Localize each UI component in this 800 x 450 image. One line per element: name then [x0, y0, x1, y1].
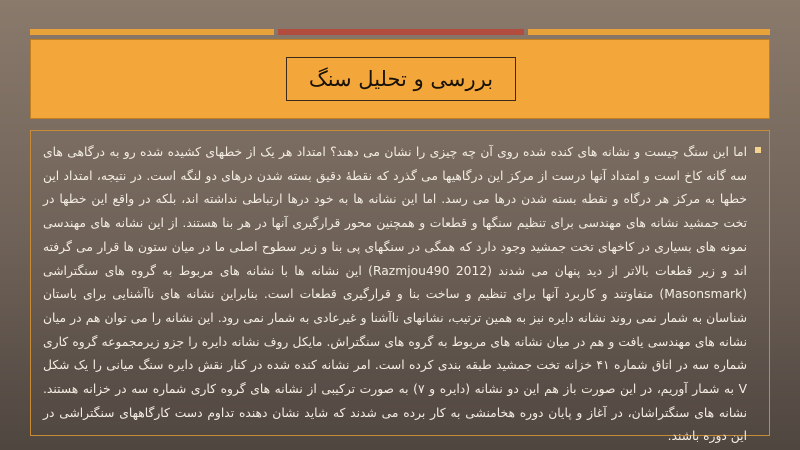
- accent-segment-left: [30, 29, 274, 35]
- bullet-marker: [755, 147, 761, 153]
- content-box: [30, 130, 770, 444]
- title-banner: [30, 39, 770, 119]
- accent-segment-middle: [278, 29, 524, 35]
- slide-title: بررسی و تحلیل سنگ: [308, 67, 494, 91]
- accent-segment-right: [528, 29, 770, 35]
- body-paragraph: اما این سنگ چیست و نشانه های کنده شده روی آن چه چیزی را نشان می دهند؟ امتداد هر یک از خطهای کشیده شده رو به درگاهی های سه گانه کاخ است و امتداد آنها درست از مرکز این درگاهیها می گذرد که نقطهٔ دقیق بسته شدن درهای دو لنگه است. در نتیجه، امتداد این خطها به مرکز هر درگاه و نقطه بسته شدن درها می رسد. اما این نشانه ها به خود درها ارتباطی نداشته اند، بلکه در واقع این خطها در تخت جمشید نشانه های مهندسی برای تنظیم سنگها و قطعات و همچنین محور قرارگیری آنها در هر بنا هستند. از این نشانه های مهندسی نمونه های بسیاری در کاخهای تخت جمشید وجود دارد که همگی در سنگهای پی بنا و زیر سطوح اصلی ما در میان ستون ها قرار می گرفته اند و زیر قطعات بالاتر از دید پنهان می شدند (Razmjou490 2012) این نشانه ها با نشانه های مربوط به گروه های سنگتراشی (Masonsmark) متفاوتند و کاربرد آنها برای تنظیم و ساخت بنا و قرارگیری قطعات است. بنابراین نشانه های ناآشنایی برای باستان شناسان به شمار نمی روند نشانه دایره نیز به همین ترتیب، نشانهای ناآشنا و غیرعادی به شمار نمی رود. این نشانه را می توان هم در میان نشانه های مهندسی یافت و هم در میان نشانه های مربوط به گروه های سنگتراش. مایکل روف نشانه دایره را جزو زیرمجموعه گروه کاری شماره سه در اتاق شماره ۴۱ خزانه تخت جمشید طبقه بندی کرده است. امر نشانه کنده شده در کنار نقش دایره سنگ میانی را یک شکل V به شمار آوریم، در این صورت باز هم این دو نشانه (دایره و ۷) به صورت ترکیبی از نشانه های گروه کاری شماره سه در خزانه هستند. نشانه های سنگتراشان، در آغاز و پایان دوره هخامنشی به کار برده می شدند که شاید نشان دهنده تداوم دست کارگاههای سنگتراشی در این دوره باشند.: [43, 145, 748, 444]
- title-frame: [286, 57, 516, 101]
- top-accent-bar: [30, 29, 770, 35]
